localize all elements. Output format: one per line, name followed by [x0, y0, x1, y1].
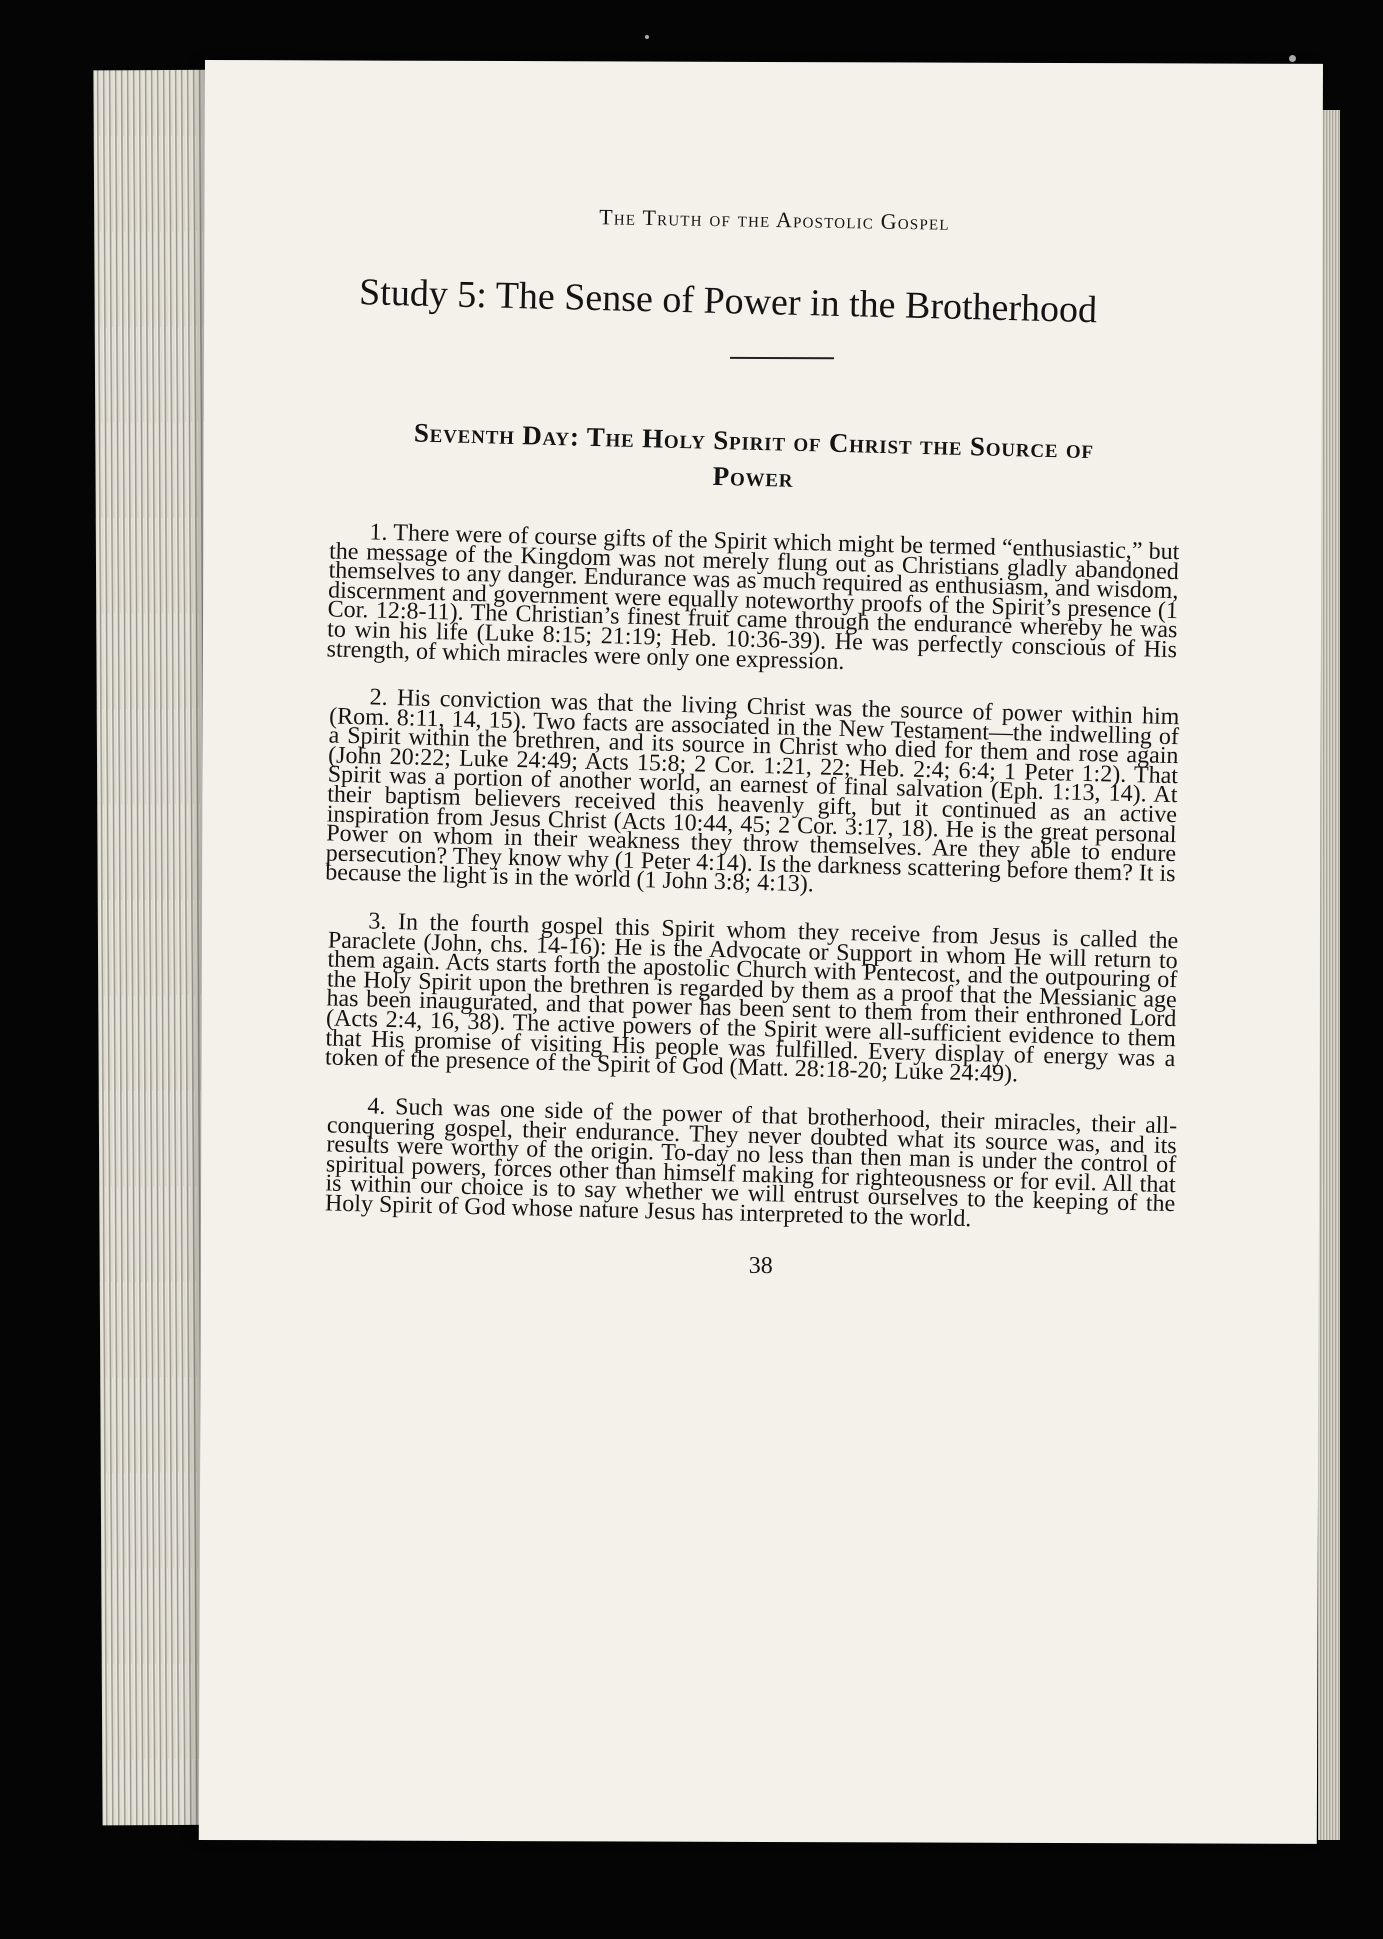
paragraph-4: 4. Such was one side of the power of that brotherhood, their miracles, their all-conquering gospel, their endurance. They never doubted what its source was, and its results were worthy of the origin. To-day no less than then man is under the control of spiritual powers, forces other than himself making for righteousness or for evil. All that is within our choice is to say whether we will entrust ourselves to the keeping of the Holy Spirit of God whose nature Jesus has interpreted to the world.: [324, 1093, 1178, 1233]
page-content: [326, 205, 1180, 1281]
scan-speck: [645, 35, 649, 39]
day-heading-line-1: Seventh Day: The Holy Spirit of Christ the Source of: [413, 417, 1095, 465]
scan-speck: [1289, 55, 1296, 62]
page-number: 38: [748, 1253, 773, 1280]
paragraph-1: 1. There were of course gifts of the Spirit which might be termed “enthusiastic,” but the message of the Kingdom was not merely flung out as Christians gladly abandoned themselves to any danger. Endurance was as much required as enthusiasm, and wisdom, discernment and government were equally noteworthy proofs of the Spirit’s presence (1 Cor. 12:8-11). The Christian’s finest fruit came through the endurance whereby he was to win his life (Luke 8:15; 21:19; Heb. 10:36-39). He was perfectly conscious of His strength, of which miracles were only one expression.: [326, 519, 1180, 675]
title-divider: [730, 357, 834, 359]
day-heading-line-2: Power: [712, 460, 794, 493]
running-head: The Truth of the Apostolic Gospel: [598, 204, 950, 235]
paragraph-3: 3. In the fourth gospel this Spirit whom they receive from Jesus is called the Paraclete (John, chs. 14-16): He is the Advocate or Support in whom He will return to them again. Acts starts forth the apostolic Church with Pentecost, and the outpouring of the Holy Spirit upon the brethren is regarded by them as a proof that the Messianic age has been inaugurated, and that power has been sent to them from their enthroned Lord (Acts 2:4, 16, 38). The active powers of the Spirit were all-sufficient evidence to them that His promise of visiting His people was fulfilled. Every display of energy was a token of the presence of the Spirit of God (Matt. 28:18-20; Luke 24:49).: [324, 908, 1179, 1088]
day-heading: [328, 412, 1180, 505]
page-sheet: [199, 60, 1323, 1844]
paragraph-2: 2. His conviction was that the living Christ was the source of power within him (Rom. 8:11, 14, 15). Two facts are associated in the New Testament—the indwelling of a Spirit within the brethren, and its source in Christ who died for them and rose again (John 20:22; Luke 24:49; Acts 15:8; 2 Cor. 1:21, 22; Heb. 2:4; 6:4; 1 Peter 1:2). That Spirit was a portion of another world, an earnest of final salvation (Eph. 1:13, 14). At their baptism believers received this heavenly gift, but it continued as an active inspiration from Jesus Christ (Acts 10:44, 45; 2 Cor. 3:17, 18). He is the great personal Power on whom in their weakness they throw themselves. Are they able to endure persecution? They know why (1 Peter 4:14). Is the darkness scattering before them? It is because the light is in the world (1 John 3:8; 4:13).: [325, 684, 1180, 898]
study-title: Study 5: The Sense of Power in the Brotherhood: [358, 271, 1098, 332]
